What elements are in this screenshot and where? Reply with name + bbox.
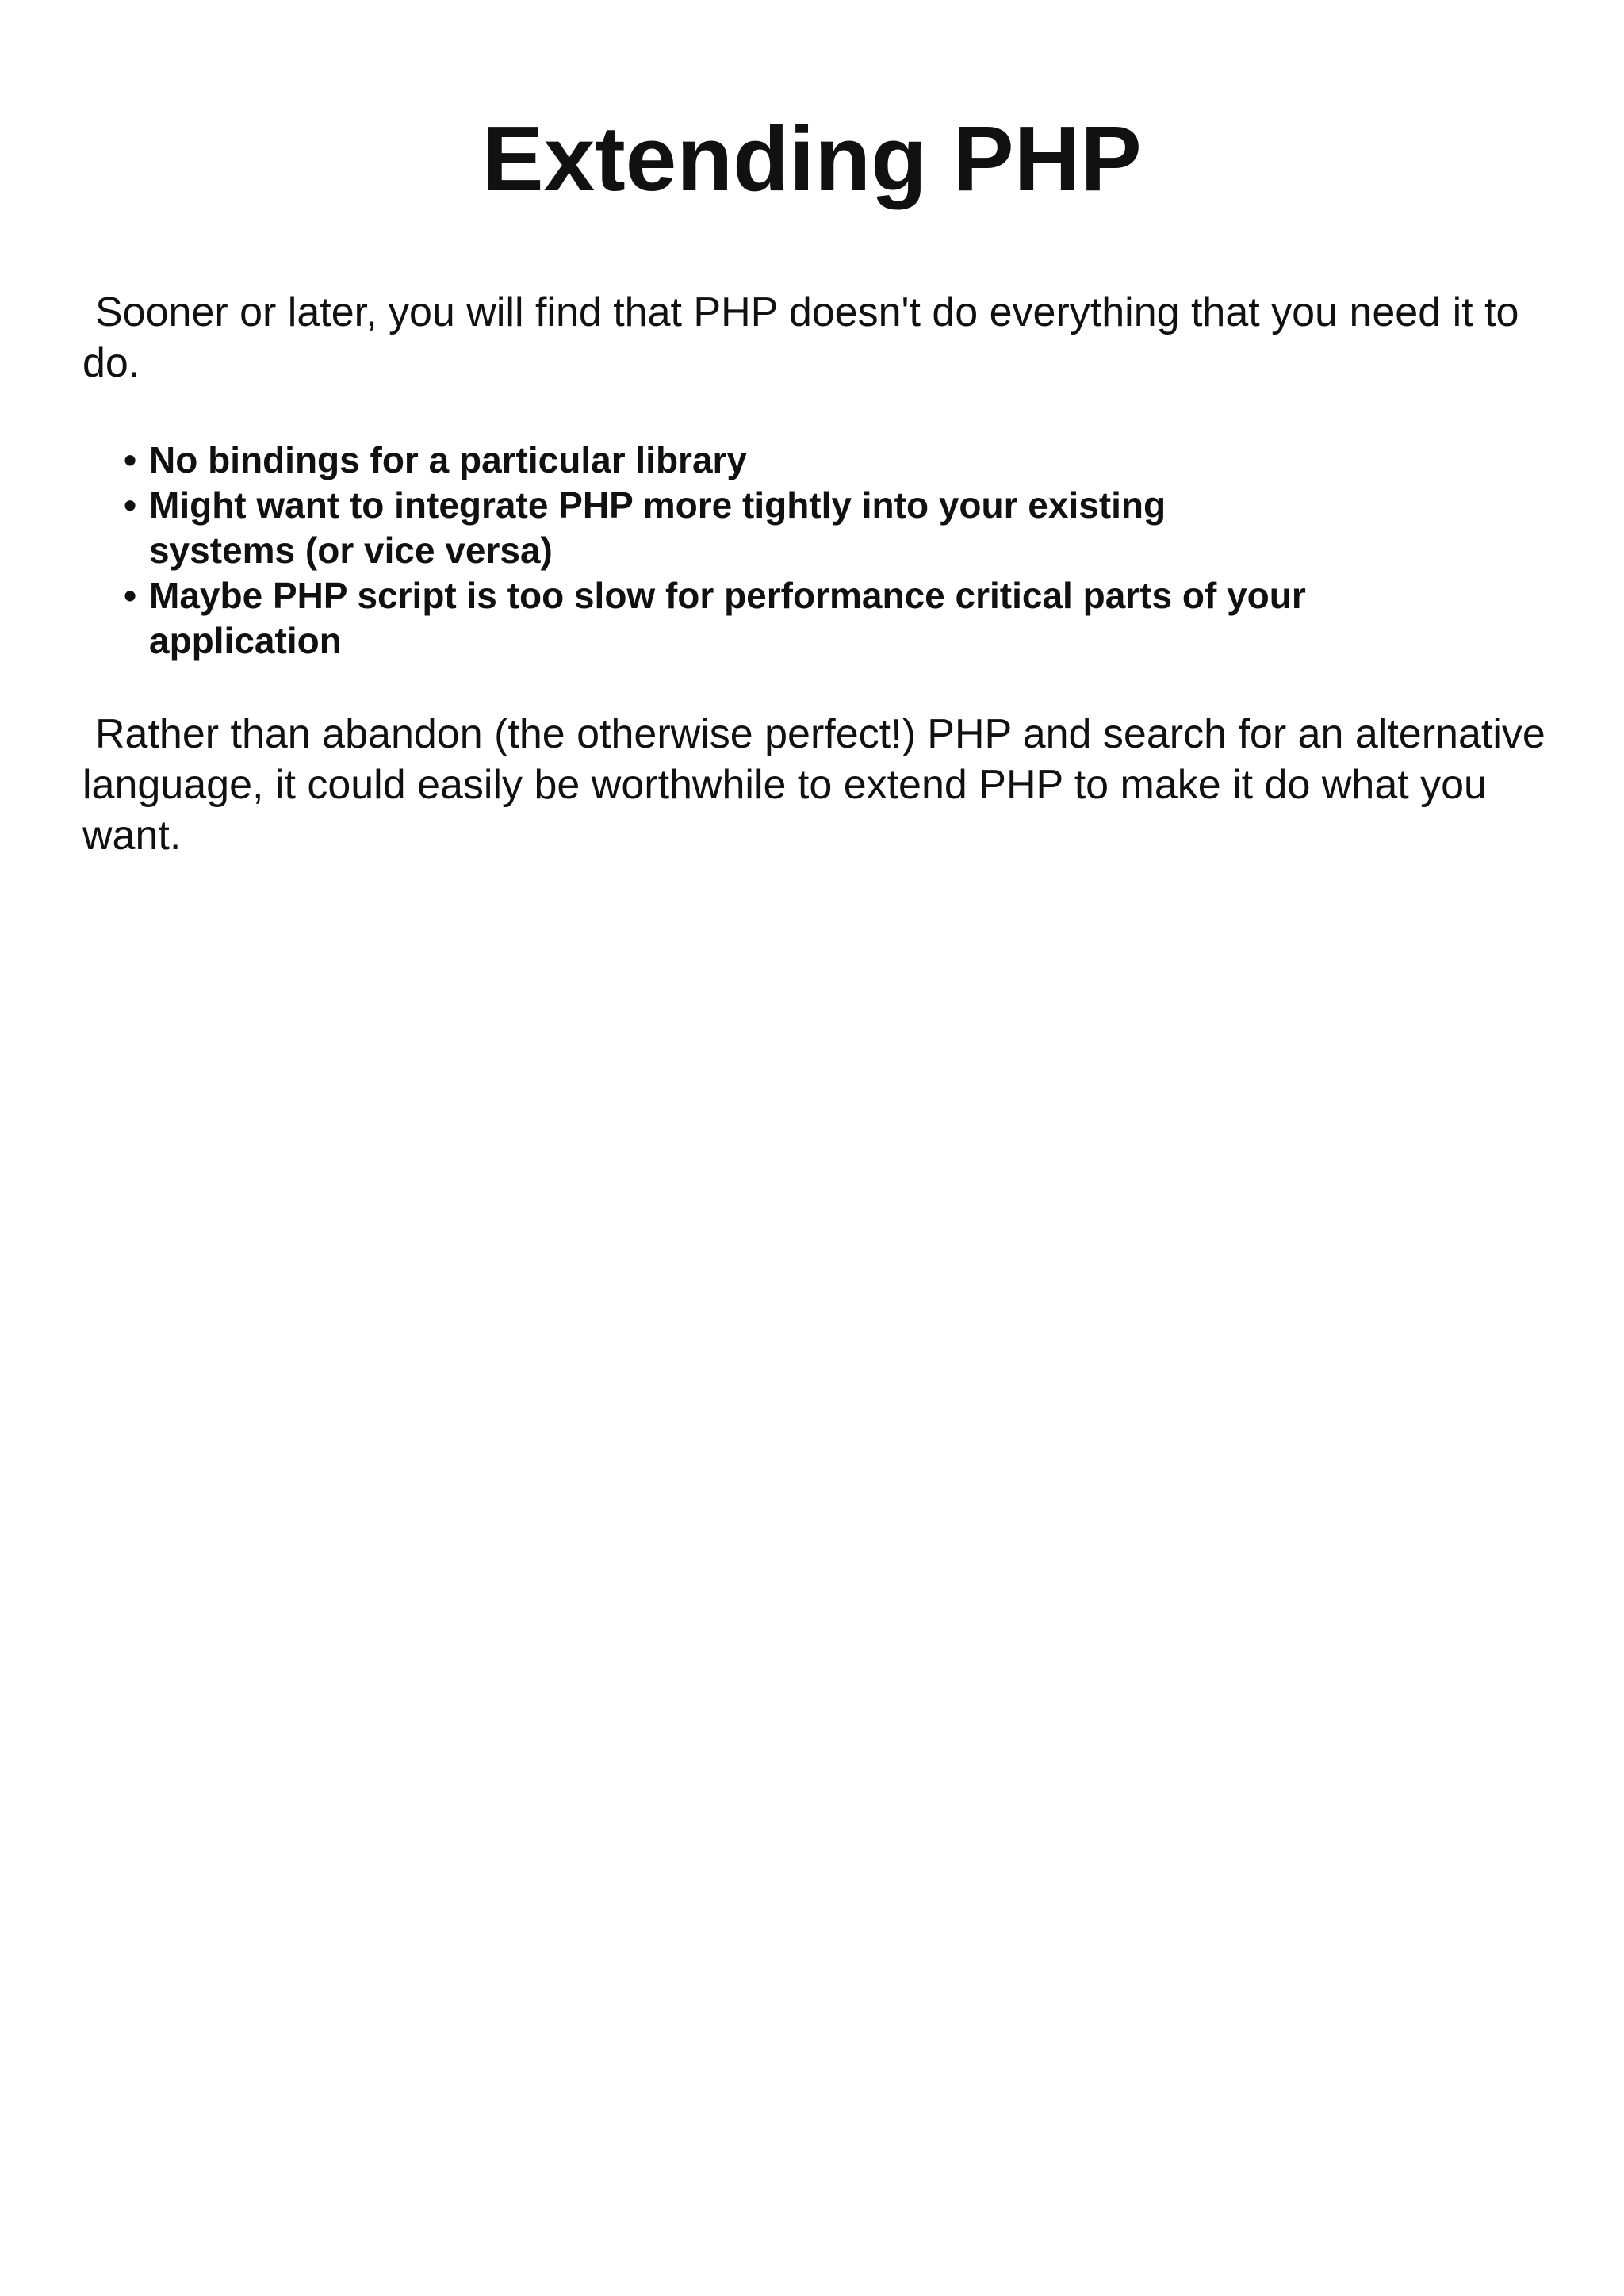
bullet-text: Maybe PHP script is too slow for performance critical parts of your application xyxy=(149,575,1306,661)
bullet-icon: • xyxy=(124,439,137,480)
list-item xyxy=(124,438,1313,483)
bullet-text: Might want to integrate PHP more tightly into your existing systems (or vice versa) xyxy=(149,484,1166,571)
bullet-text: No bindings for a particular library xyxy=(149,439,748,480)
list-item xyxy=(124,573,1313,664)
intro-paragraph: Sooner or later, you will find that PHP doesn't do everything that you need it to do. xyxy=(82,289,1519,386)
bullet-list xyxy=(124,438,1313,664)
page-title: Extending PHP xyxy=(482,107,1142,210)
list-item xyxy=(124,483,1313,573)
bullet-icon: • xyxy=(124,484,137,526)
outro-paragraph: Rather than abandon (the otherwise perfect!) PHP and search for an alternative language, it could easily be worthwhile to extend PHP to make it do what you want. xyxy=(82,711,1545,859)
bullet-icon: • xyxy=(124,575,137,616)
